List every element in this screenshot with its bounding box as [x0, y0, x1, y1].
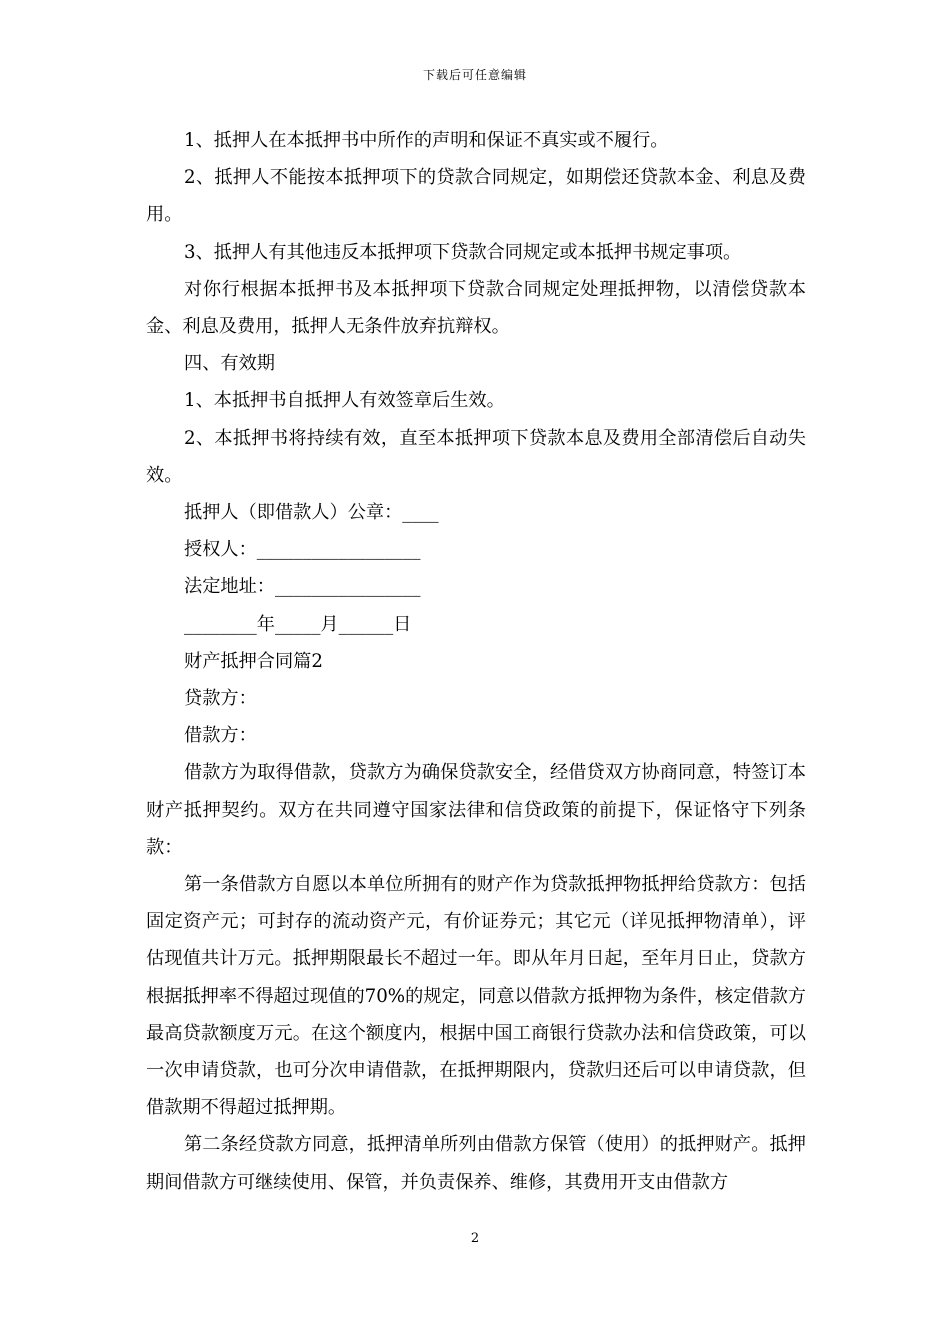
- page-header: 下载后可任意编辑: [422, 68, 527, 82]
- contract-title-2: 财产抵押合同篇2: [184, 650, 323, 672]
- clause-2-repayment-default: 2、抵押人不能按本抵押项下的贷款合同规定，如期偿还贷款本金、利息及费用。: [146, 167, 806, 226]
- page-number: 2: [470, 1231, 480, 1246]
- date-line: ________年_____月______日: [184, 613, 412, 635]
- legal-address-line: 法定地址：________________: [184, 576, 421, 598]
- disposal-paragraph: 对你行根据本抵押书及本抵押项下贷款合同规定处理抵押物，以清偿贷款本金、利息及费用，抵押人无条件放弃抗辩权。: [146, 278, 806, 338]
- authorized-person-line: 授权人：__________________: [184, 539, 421, 561]
- document-body: [146, 122, 806, 1201]
- clause-1-false-statement: 1、抵押人在本抵押书中所作的声明和保证不真实或不履行。: [184, 130, 669, 151]
- preamble-paragraph: 借款方为取得借款，贷款方为确保贷款安全，经借贷双方协商同意，特签订本财产抵押契约。双方在共同遵守国家法律和信贷政策的前提下，保证恪守下列条款：: [146, 762, 806, 858]
- section-heading-validity: 四、有效期: [184, 353, 275, 375]
- article-2-paragraph: 第二条经贷款方同意，抵押清单所列由借款方保管（使用）的抵押财产。抵押期间借款方可继续使用、保管，并负责保养、维修，其费用开支由借款方: [146, 1134, 806, 1193]
- borrower-line: 借款方：: [184, 725, 257, 747]
- clause-3-other-violation: 3、抵押人有其他违反本抵押项下贷款合同规定或本抵押书规定事项。: [184, 241, 742, 263]
- mortgagor-seal-line: 抵押人（即借款人）公章：____: [184, 502, 439, 524]
- validity-clause-1: 1、本抵押书自抵押人有效签章后生效。: [184, 390, 505, 412]
- validity-clause-2: 2、本抵押书将持续有效，直至本抵押项下贷款本息及费用全部清偿后自动失效。: [146, 427, 806, 486]
- lender-line: 贷款方：: [184, 688, 257, 710]
- article-1-paragraph: 第一条借款方自愿以本单位所拥有的财产作为贷款抵押物抵押给贷款方：包括固定资产元；可封存的流动资产元，有价证券元；其它元（详见抵押物清单），评估现值共计万元。抵押期限最长不超过一年。即从年月日起，至年月日止，贷款方根据抵押率不得超过现值的70%的规定，同意以借款方抵押物为条件，核定借款方最高贷款额度万元。在这个额度内，根据中国工商银行贷款办法和信贷政策，可以一次申请贷款，也可分次申请借款，在抵押期限内，贷款归还后可以申请贷款，但借款期不得超过抵押期。: [146, 874, 806, 1119]
